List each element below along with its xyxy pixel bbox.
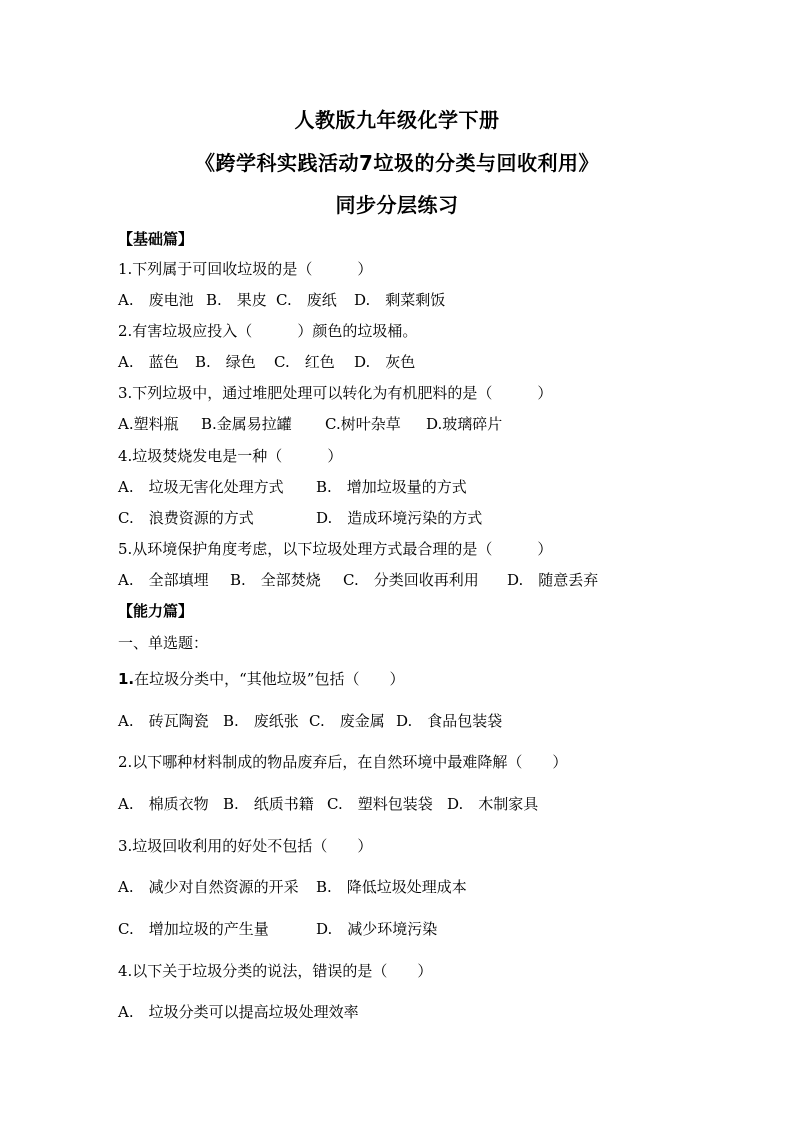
question-stem	[118, 669, 404, 689]
option-a: A. 垃圾分类可以提高垃圾处理效率	[118, 1003, 359, 1021]
question-options	[118, 477, 467, 497]
option-d: D. 造成环境污染的方式	[316, 509, 483, 527]
option-c: C. 废金属	[309, 712, 385, 730]
question-stem: 4.以下关于垃圾分类的说法，错误的是（ ）	[118, 962, 433, 980]
question-options	[118, 290, 445, 310]
option-c: C. 塑料包装袋	[327, 795, 433, 813]
option-a: A. 全部填埋	[118, 571, 209, 589]
option-c: C. 分类回收再利用	[343, 571, 479, 589]
option-d: D. 剩菜剩饭	[354, 291, 446, 309]
subsection-heading: 一、单选题：	[118, 634, 209, 652]
option-a: A. 垃圾无害化处理方式	[118, 478, 284, 496]
question-stem: 5.从环境保护角度考虑，以下垃圾处理方式最合理的是（ ）	[118, 540, 553, 558]
document-subtitle-2: 同步分层练习	[335, 193, 459, 217]
option-c: C. 红色	[274, 353, 335, 371]
option-b: B.金属易拉罐	[201, 415, 292, 433]
option-b: B. 绿色	[195, 353, 256, 371]
question-options	[118, 919, 437, 939]
option-b: B. 果皮	[206, 291, 267, 309]
option-d: D. 食品包装袋	[396, 712, 503, 730]
option-b: B. 废纸张	[223, 712, 299, 730]
question-options	[118, 570, 598, 590]
question-options	[118, 1002, 359, 1022]
question-number: 1.	[118, 670, 135, 688]
question-options	[118, 414, 502, 434]
option-d: D.玻璃碎片	[426, 415, 503, 433]
option-b: B. 纸质书籍	[223, 795, 314, 813]
question-options	[118, 508, 482, 528]
question-options	[118, 711, 502, 731]
option-b: B. 增加垃圾量的方式	[316, 478, 467, 496]
option-d: D. 木制家具	[447, 795, 539, 813]
question-text: 在垃圾分类中，“其他垃圾”包括（ ）	[134, 670, 405, 688]
option-a: A. 砖瓦陶瓷	[118, 712, 209, 730]
question-options	[118, 794, 538, 814]
question-stem: 3.垃圾回收利用的好处不包括（ ）	[118, 837, 373, 855]
section-heading-basic: 【基础篇】	[118, 230, 194, 248]
option-a: A. 废电池	[118, 291, 194, 309]
option-d: D. 减少环境污染	[316, 920, 438, 938]
option-a: A.塑料瓶	[118, 415, 179, 433]
option-c: C. 增加垃圾的产生量	[118, 920, 269, 938]
document-title: 人教版九年级化学下册	[294, 108, 500, 132]
option-c: C. 浪费资源的方式	[118, 509, 254, 527]
question-options	[118, 877, 467, 897]
question-options	[118, 352, 415, 372]
question-stem: 3.下列垃圾中，通过堆肥处理可以转化为有机肥料的是（ ）	[118, 384, 553, 402]
option-d: D. 灰色	[354, 353, 416, 371]
section-heading-ability: 【能力篇】	[118, 602, 194, 620]
question-stem: 2.以下哪种材料制成的物品废弃后，在自然环境中最难降解（ ）	[118, 753, 568, 771]
option-a: A. 棉质衣物	[118, 795, 209, 813]
option-b: B. 全部焚烧	[230, 571, 321, 589]
option-c: C. 废纸	[276, 291, 337, 309]
document-subtitle: 《跨学科实践活动7垃圾的分类与回收利用》	[195, 151, 599, 175]
option-a: A. 减少对自然资源的开采	[118, 878, 299, 896]
option-d: D. 随意丢弃	[507, 571, 599, 589]
question-stem: 4.垃圾焚烧发电是一种（ ）	[118, 447, 343, 465]
option-c: C.树叶杂草	[325, 415, 401, 433]
question-stem: 1.下列属于可回收垃圾的是（ ）	[118, 260, 373, 278]
option-b: B. 降低垃圾处理成本	[316, 878, 467, 896]
option-a: A. 蓝色	[118, 353, 179, 371]
question-stem: 2.有害垃圾应投入（ ）颜色的垃圾桶。	[118, 322, 418, 340]
